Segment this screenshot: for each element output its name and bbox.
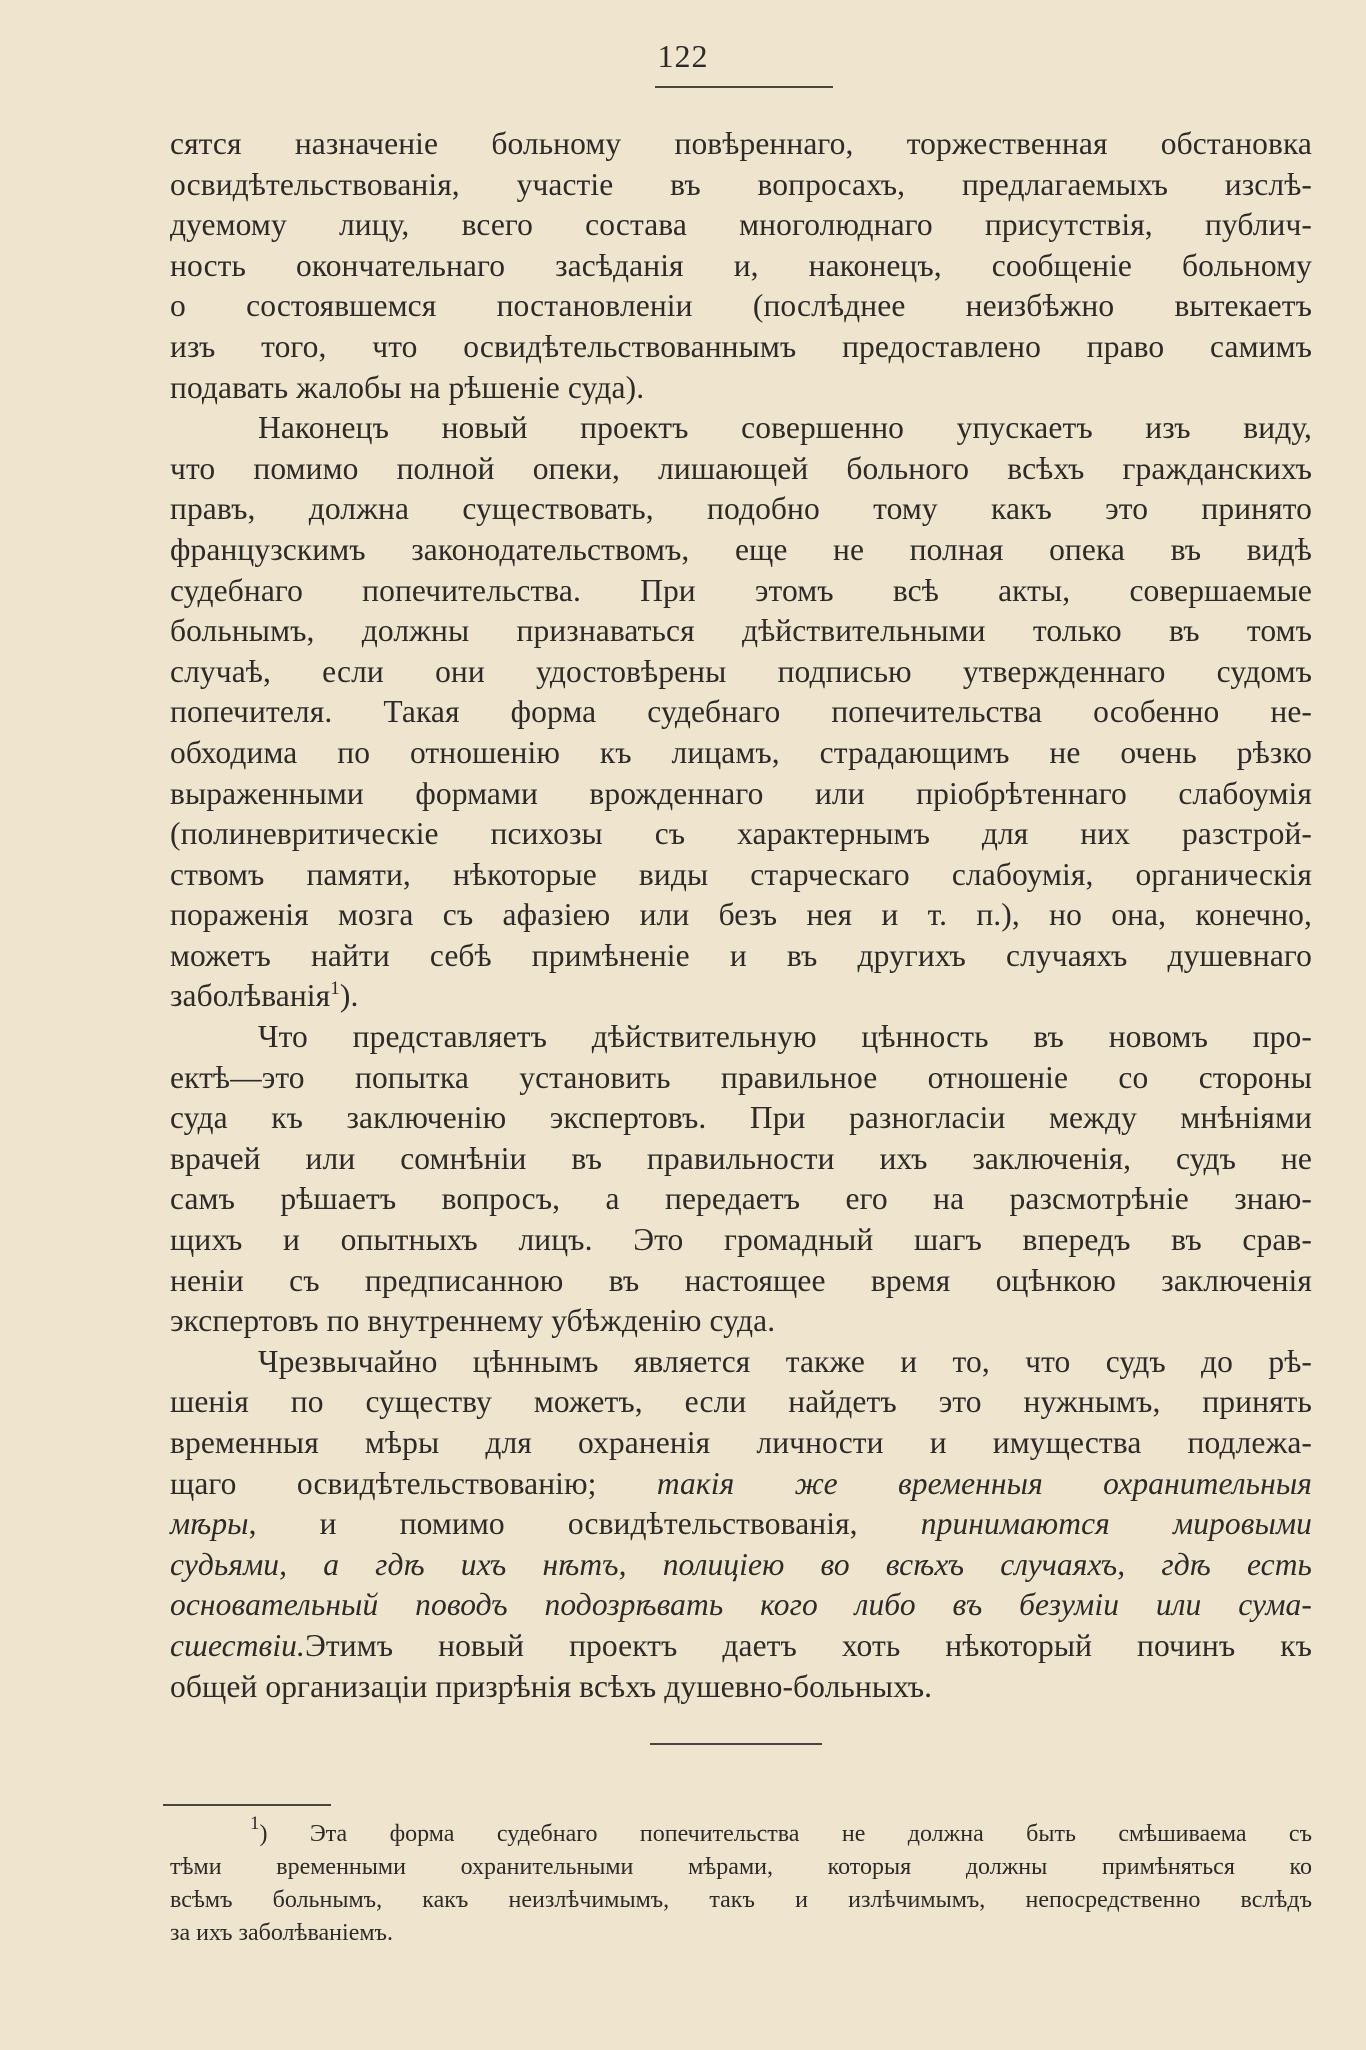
line-text: случаѣ, если они удостовѣрены подписью утвержденнаго судомъ (170, 653, 1312, 689)
line-text: шенія по существу можетъ, если найдетъ это нужнымъ, принять (170, 1384, 1312, 1420)
text-line (170, 814, 1312, 855)
text-line (170, 124, 1312, 165)
text-line (170, 530, 1312, 571)
line-text: что помимо полной опеки, лишающей больного всѣхъ гражданскихъ (170, 450, 1312, 486)
page-number: 122 (657, 38, 709, 74)
line-text: больнымъ, должны признаваться дѣйствительными только въ томъ (170, 613, 1312, 649)
line-text: щаго освидѣтельствованію; (170, 1465, 597, 1501)
text-line (170, 1423, 1312, 1464)
italic-text: такія же временныя охранительныя (656, 1465, 1312, 1501)
text-line (170, 1464, 1312, 1505)
line-text: временныя мѣры для охраненія личности и имущества подлежа- (170, 1425, 1312, 1460)
footnote-text: ) Эта форма судебнаго попечительства не должна быть смѣшиваема съ (259, 1821, 1312, 1847)
line-text: судебнаго попечительства. При этомъ всѣ акты, совершаемые (170, 572, 1312, 608)
line-text: ность окончательнаго засѣданія и, наконецъ, сообщеніе больному (170, 247, 1312, 283)
text-line (170, 1585, 1312, 1626)
line-text: Что представляетъ дѣйствительную цѣнность въ новомъ про- (258, 1019, 1312, 1055)
text-line (170, 1301, 1312, 1342)
footnote-text: тѣми временными охранительными мѣрами, которыя должны примѣняться ко (170, 1854, 1312, 1880)
text-line (170, 652, 1312, 693)
text-line (170, 368, 1312, 409)
line-text: Чрезвычайно цѣннымъ является также и то, что судъ до рѣ- (258, 1343, 1312, 1379)
footnote-line (170, 1813, 1312, 1851)
line-text: неніи съ предписанною въ настоящее время оцѣнкою заключенія (170, 1262, 1312, 1298)
header-rule (655, 86, 833, 88)
line-text: Наконецъ новый проектъ совершенно упускаетъ изъ виду, (258, 410, 1312, 446)
text-line (170, 1220, 1312, 1261)
text-line (170, 976, 1312, 1017)
line-text: заболѣванія (170, 978, 331, 1014)
text-line (170, 165, 1312, 206)
text-line (170, 1098, 1312, 1139)
text-line (170, 1058, 1312, 1099)
line-text: подавать жалобы на рѣшеніе суда). (170, 369, 645, 405)
text-line (170, 449, 1312, 490)
footnote-line (170, 1917, 1312, 1950)
text-line (170, 1626, 1312, 1667)
text-line (170, 571, 1312, 612)
line-text: ектѣ—это попытка установить правильное отношеніе со стороны (170, 1059, 1312, 1095)
line-text: общей организаціи призрѣнія всѣхъ душевно-больныхъ. (170, 1668, 933, 1704)
text-line (170, 855, 1312, 896)
italic-text: основательный поводъ подозрѣвать кого либо въ безуміи или сума- (170, 1587, 1312, 1623)
line-text: суда къ заключенію экспертовъ. При разногласіи между мнѣніями (170, 1100, 1312, 1136)
text-line (170, 327, 1312, 368)
line-text: правъ, должна существовать, подобно тому какъ это принято (170, 491, 1312, 527)
text-line (170, 774, 1312, 815)
line-text: обходима по отношенію къ лицамъ, страдающимъ не очень рѣзко (170, 734, 1312, 770)
footnote-line (170, 1851, 1312, 1884)
text-line (170, 286, 1312, 327)
line-text: французскимъ законодательствомъ, еще не полная опека въ видѣ (170, 531, 1312, 567)
line-text: щихъ и опытныхъ лицъ. Это громадный шагъ впередъ въ срав- (170, 1222, 1312, 1258)
line-text: , и помимо освидѣтельствованія, (248, 1506, 858, 1542)
line-text: экспертовъ по внутреннему убѣжденію суда. (170, 1303, 776, 1339)
text-line (170, 1139, 1312, 1180)
line-text: дуемому лицу, всего состава многолюднаго присутствія, публич- (170, 207, 1312, 243)
line-text: можетъ найти себѣ примѣненіе и въ другихъ случаяхъ душевнаго (170, 937, 1312, 973)
text-line (170, 246, 1312, 287)
line-text: попечителя. Такая форма судебнаго попечительства особенно не- (170, 694, 1312, 730)
line-text: изъ того, что освидѣтельствованнымъ предоставлено право самимъ (170, 328, 1312, 364)
text-line (170, 1261, 1312, 1302)
footnote-reference: 1 (330, 978, 340, 1000)
footnote-marker: 1 (250, 1813, 260, 1834)
line-text: врачей или сомнѣніи въ правильности ихъ заключенія, судъ не (170, 1140, 1312, 1176)
italic-text: мѣры (170, 1506, 249, 1542)
line-text: о состоявшемся постановленіи (послѣднее неизбѣжно вытекаетъ (170, 288, 1312, 324)
text-line (170, 1342, 1312, 1383)
line-text: (полиневритическіе психозы съ характернымъ для них разстрой- (170, 816, 1312, 852)
italic-text: сшествіи. (170, 1627, 306, 1663)
line-text: ствомъ памяти, нѣкоторые виды старческаго слабоумія, органическія (170, 856, 1312, 892)
line-text: выраженными формами врожденнаго или пріобрѣтеннаго слабоумія (170, 775, 1312, 811)
footnote-text: за ихъ заболѣваніемъ. (170, 1920, 393, 1946)
text-line (170, 692, 1312, 733)
footnote-line (170, 1884, 1312, 1917)
text-line (170, 1545, 1312, 1586)
section-end-rule (650, 1743, 822, 1745)
italic-text: принимаются мировыми (920, 1506, 1313, 1542)
text-line (170, 489, 1312, 530)
footnote-text: всѣмъ больнымъ, какъ неизлѣчимымъ, такъ и излѣчимымъ, непосредственно вслѣдъ (170, 1887, 1312, 1913)
line-text: Этимъ новый проектъ даетъ хоть нѣкоторый починъ къ (305, 1627, 1312, 1663)
text-line (170, 936, 1312, 977)
text-line (170, 1382, 1312, 1423)
body-text (170, 124, 1312, 1707)
line-text: пораженія мозга съ афазіею или безъ нея и т. п.), но она, конечно, (170, 897, 1312, 933)
text-line (170, 1017, 1312, 1058)
text-line (170, 611, 1312, 652)
line-text: ). (339, 978, 359, 1014)
text-line (170, 895, 1312, 936)
footnote (170, 1813, 1312, 1950)
text-line (170, 733, 1312, 774)
italic-text: судьями, а гдѣ ихъ нѣтъ, полиціею во всѣхъ случаяхъ, гдѣ есть (170, 1546, 1312, 1582)
line-text: освидѣтельствованія, участіе въ вопросахъ, предлагаемыхъ изслѣ- (170, 166, 1312, 202)
text-line (170, 408, 1312, 449)
footnote-rule (163, 1804, 331, 1806)
text-line (170, 1667, 1312, 1708)
text-line (170, 1504, 1312, 1545)
text-line (170, 1179, 1312, 1220)
text-line (170, 205, 1312, 246)
line-text: самъ рѣшаетъ вопросъ, а передаетъ его на разсмотрѣніе знаю- (170, 1181, 1312, 1217)
line-text: сятся назначеніе больному повѣреннаго, торжественная обстановка (170, 126, 1312, 161)
